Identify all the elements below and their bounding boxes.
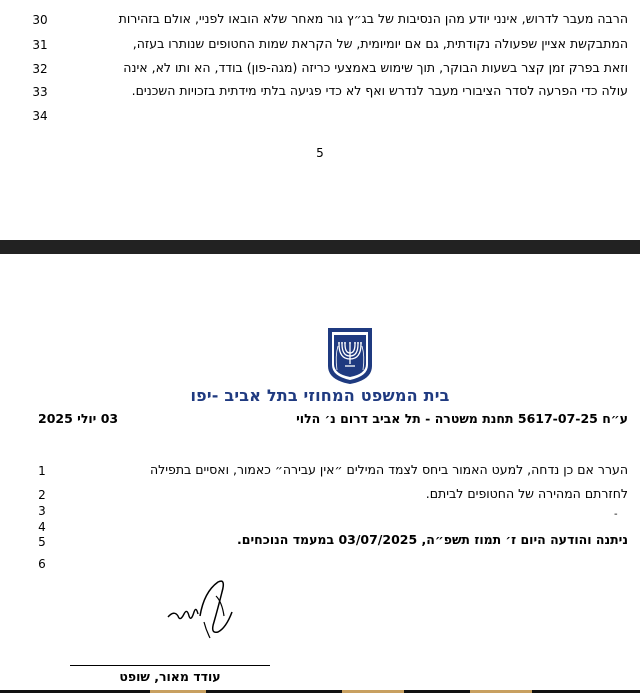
handwritten-signature bbox=[160, 572, 250, 642]
line-number: 5 bbox=[38, 535, 46, 549]
signature-line bbox=[70, 665, 270, 666]
body-line: הערר אם כן נדחה, למעט האמור ביחס לצמד המילים ״אין עבירה״ כאמור, ואסיים בתפילה bbox=[149, 462, 628, 477]
body-line: עולה כדי הפרעה לסדר הציבורי מעבר לנדרש ואף לא כדי פגיעה בלתי מידתית בזכויות השכנים. bbox=[131, 83, 628, 98]
page-separator bbox=[0, 240, 640, 254]
page-number: 5 bbox=[316, 146, 324, 160]
judge-name: עודד מאור, שופט bbox=[119, 669, 221, 684]
court-name: בית המשפט המחוזי בתל אביב -יפו bbox=[190, 386, 450, 405]
line-number: 32 bbox=[32, 62, 48, 76]
document-page-top bbox=[0, 0, 640, 240]
body-line: המתבקשת אציין שפעולה נקודתית, גם אם יומיומית, של הקראת שמות החטופים שנותרו בעזה, bbox=[132, 36, 628, 51]
body-line: לחזרתם המהירה של החטופים לביתם. bbox=[425, 486, 628, 501]
ruling-given-line: ניתנה והודעה היום ז׳ תמוז תשפ״ה, 03/07/2025 במעמד הנוכחים. bbox=[237, 532, 628, 547]
document-page-bottom bbox=[0, 254, 640, 693]
line-number: 33 bbox=[32, 85, 48, 99]
body-line: הרבה מעבר לדרוש, אינני יודע מהן הנסיבות של בג״ץ גור מאחר שלא הובאו לפניי, אולם בזהירות bbox=[118, 11, 628, 26]
line-number: 6 bbox=[38, 557, 46, 571]
case-title: ע״ח 5617-07-25 תחנת משטרה - תל אביב דרום נ׳ הלוי bbox=[296, 411, 628, 426]
line-number: 30 bbox=[32, 13, 48, 27]
state-emblem-icon bbox=[324, 326, 376, 386]
stray-mark: - bbox=[614, 509, 618, 520]
line-number: 34 bbox=[32, 109, 48, 123]
body-line: וזאת בפרק זמן קצר בשעות הבוקר, תוך שימוש באמצעי כריזה (מגה-פון) בודד, הא ותו לא, אינה bbox=[123, 60, 628, 75]
line-number: 3 bbox=[38, 504, 46, 518]
case-date: 03 יולי 2025 bbox=[38, 411, 119, 426]
line-number: 4 bbox=[38, 520, 46, 534]
cut-off-line bbox=[0, 0, 640, 4]
line-number: 2 bbox=[38, 488, 46, 502]
line-number: 1 bbox=[38, 464, 46, 478]
line-number: 31 bbox=[32, 38, 48, 52]
